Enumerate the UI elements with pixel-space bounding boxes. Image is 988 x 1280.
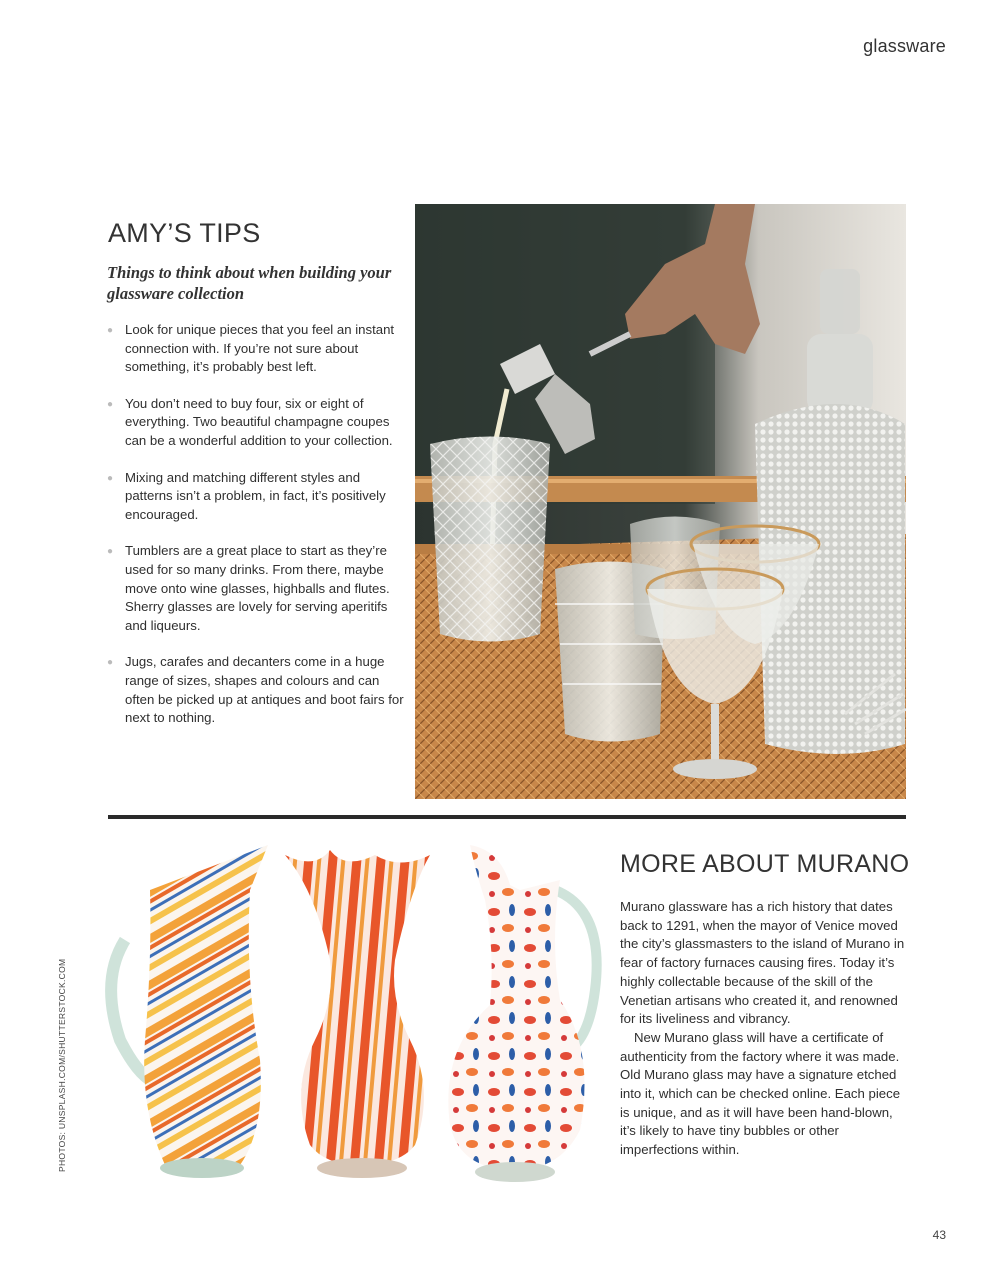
murano-paragraph: Murano glassware has a rich history that dates back to 1291, when the mayor of Venice moved the city’s glassmasters to the island of Murano in fear of factory furnaces causing fires. Today it’s highly collectable because of the skill of the Venetian artisans who created it, and renowned for its liveliness and vibrancy. <box>620 899 905 1027</box>
murano-paragraph: New Murano glass will have a certificate of authenticity from the factory where it was made. Old Murano glass may have a signature etched into it, which can be checked online. Each piece is unique, and as it will have been hand-blown, it’s likely to have tiny bubbles or other imperfections within. <box>620 1029 901 1158</box>
bullet-icon: ● <box>107 546 114 558</box>
page-number: 43 <box>932 1228 946 1242</box>
tip-text: Mixing and matching different styles and patterns isn’t a problem, in fact, it’s positively encouraged. <box>125 469 386 522</box>
section-divider <box>108 815 906 819</box>
tip-item <box>107 653 407 727</box>
tip-text: Tumblers are a great place to start as they’re used for so many drinks. From there, maybe move onto wine glasses, highballs and flutes. Sherry glasses are lovely for serving aperitifs and liqueurs. <box>125 543 390 633</box>
bullet-icon: ● <box>107 398 114 410</box>
murano-title: MORE ABOUT MURANO <box>620 850 910 878</box>
photo-credit: PHOTOS: UNSPLASH.COM/SHUTTERSTOCK.COM <box>57 958 67 1172</box>
tips-title: AMY’S TIPS <box>108 218 261 248</box>
bullet-icon: ● <box>107 657 114 669</box>
tip-text: Jugs, carafes and decanters come in a huge range of sizes, shapes and colours and can often be picked up at antiques and boot fairs for next to nothing. <box>125 654 404 726</box>
tip-item <box>107 321 407 377</box>
tip-item <box>107 542 407 635</box>
murano-jugs-photo <box>90 830 615 1220</box>
tip-item <box>107 469 407 525</box>
tip-text: Look for unique pieces that you feel an instant connection with. If you’re not sure about something, it’s probably best left. <box>125 322 395 375</box>
tips-subtitle: Things to think about when building your glassware collection <box>107 263 392 303</box>
bullet-icon: ● <box>107 325 114 336</box>
murano-body <box>620 898 910 1160</box>
section-label: glassware <box>863 36 946 56</box>
tip-text: You don’t need to buy four, six or eight of everything. Two beautiful champagne coupes can be a wonderful addition to your collection. <box>125 395 393 448</box>
tips-list <box>107 321 407 746</box>
bullet-icon: ● <box>107 472 114 484</box>
bar-cart-photo <box>415 204 906 799</box>
tip-item <box>107 395 407 451</box>
